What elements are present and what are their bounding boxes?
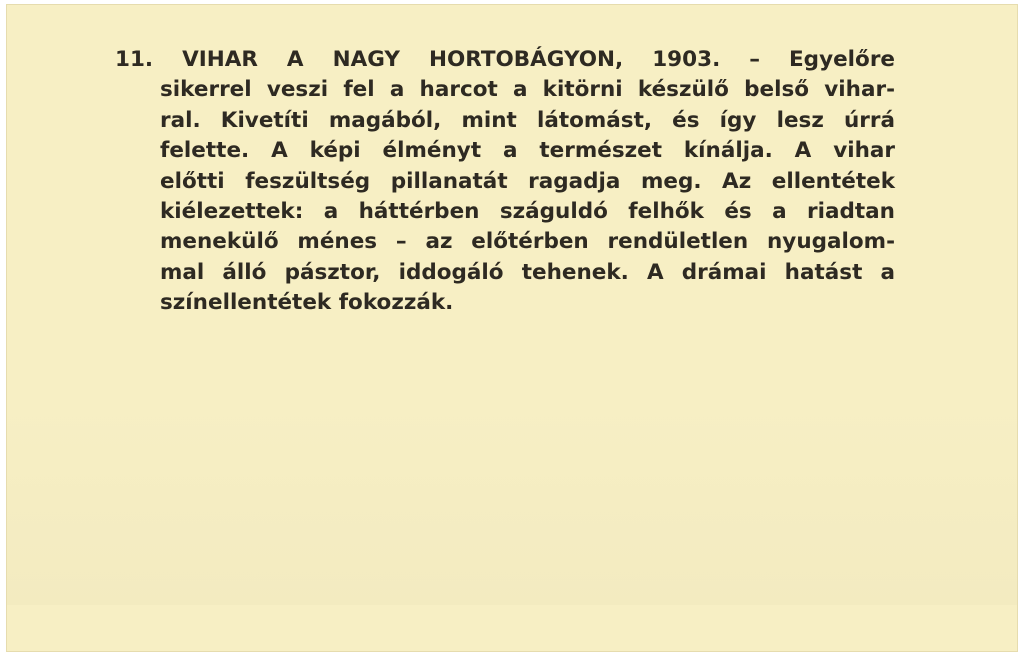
caption-line-1: 11. VIHAR A NAGY HORTOBÁGYON, 1903. – Egyelőre — [115, 47, 895, 72]
paper-texture — [7, 405, 1017, 605]
caption-text — [115, 45, 895, 319]
caption-line-6: kiélezettek: a háttérben száguldó felhők és a riadtan — [160, 199, 895, 225]
caption-card — [6, 4, 1018, 652]
caption-line-9: színellentétek fokozzák. — [160, 290, 454, 316]
caption-line-3: ral. Kivetíti magából, mint látomást, és így lesz úrrá — [160, 107, 895, 133]
caption-line-4: felette. A képi élményt a természet kínálja. A vihar — [160, 138, 895, 164]
caption-line-8: mal álló pásztor, iddogáló tehenek. A drámai hatást a — [160, 259, 895, 285]
caption-line-5: előtti feszültség pillanatát ragadja meg. Az ellentétek — [160, 168, 895, 194]
caption-line-7: menekülő ménes – az előtérben rendületlen nyugalom- — [160, 229, 895, 255]
caption-line-2: sikerrel veszi fel a harcot a kitörni készülő belső vihar- — [160, 77, 895, 103]
